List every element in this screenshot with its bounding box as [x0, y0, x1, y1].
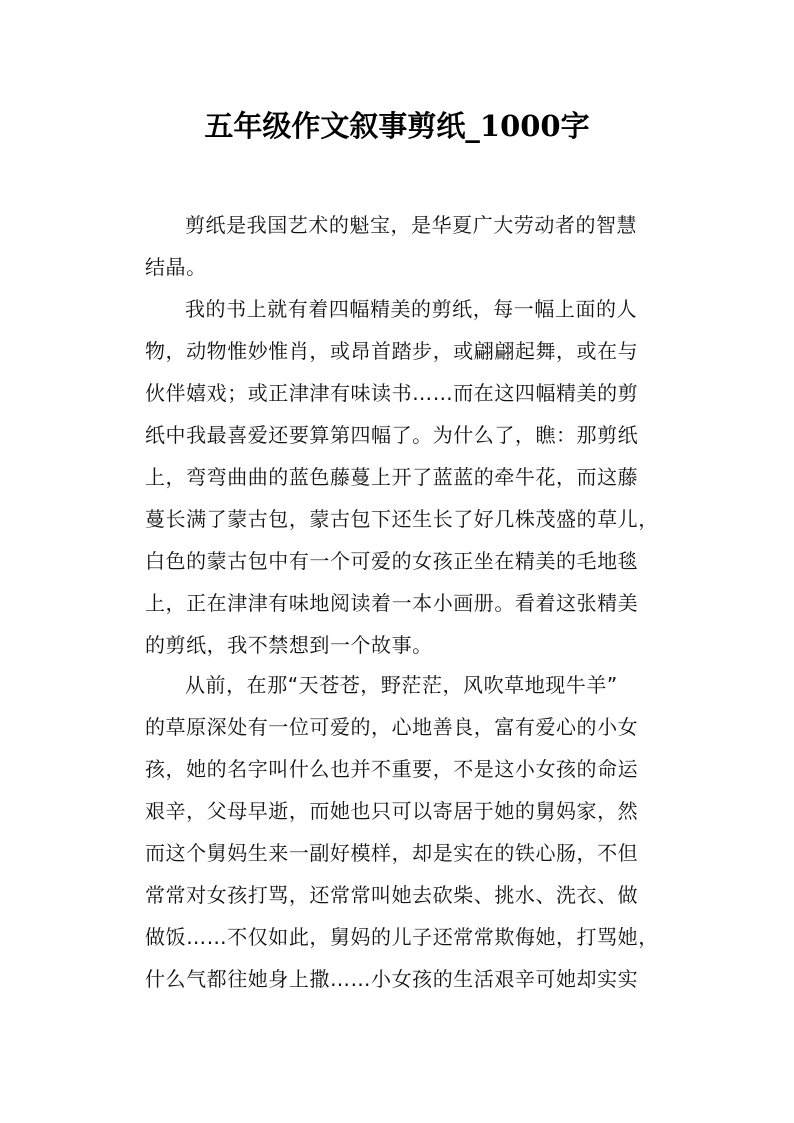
- document-title: 五年级作文叙事剪纸_1000字: [204, 109, 590, 143]
- text-line: 结晶。: [145, 255, 207, 279]
- text-line: 白色的蒙古包中有一个可爱的女孩正坐在精美的毛地毯: [145, 549, 639, 573]
- text-line: 纸中我最喜爱还要算第四幅了。为什么了，瞧：那剪纸: [145, 423, 639, 447]
- text-line: 剪纸是我国艺术的魁宝，是华夏广大劳动者的智慧: [185, 213, 638, 237]
- text-line: 而这个舅妈生来一副好模样，却是实在的铁心肠，不但: [145, 841, 639, 865]
- text-line: 从前，在那“天苍苍，野茫茫，风吹草地现牛羊”: [185, 673, 618, 697]
- text-line: 常常对女孩打骂，还常常叫她去砍柴、挑水、洗衣、做: [145, 883, 639, 907]
- text-line: 上，正在津津有味地阅读着一本小画册。看着这张精美: [145, 591, 639, 615]
- text-line: 艰辛，父母早逝，而她也只可以寄居于她的舅妈家，然: [145, 799, 639, 823]
- text-line: 什么气都往她身上撒……小女孩的生活艰辛可她却实实: [145, 967, 639, 991]
- text-line: 蔓长满了蒙古包，蒙古包下还生长了好几株茂盛的草儿，: [145, 507, 659, 531]
- text-line: 伙伴嬉戏；或正津津有味读书……而在这四幅精美的剪: [145, 381, 639, 405]
- text-line: 做饭……不仅如此，舅妈的儿子还常常欺侮她，打骂她，: [145, 925, 659, 949]
- text-line: 上，弯弯曲曲的蓝色藤蔓上开了蓝蓝的牵牛花，而这藤: [145, 465, 639, 489]
- text-line: 的草原深处有一位可爱的，心地善良，富有爱心的小女: [145, 715, 639, 739]
- text-line: 孩，她的名字叫什么也并不重要，不是这小女孩的命运: [145, 757, 639, 781]
- text-line: 我的书上就有着四幅精美的剪纸，每一幅上面的人: [185, 297, 638, 321]
- text-line: 的剪纸，我不禁想到一个故事。: [145, 633, 433, 657]
- text-line: 物，动物惟妙惟肖，或昂首踏步，或翩翩起舞，或在与: [145, 339, 639, 363]
